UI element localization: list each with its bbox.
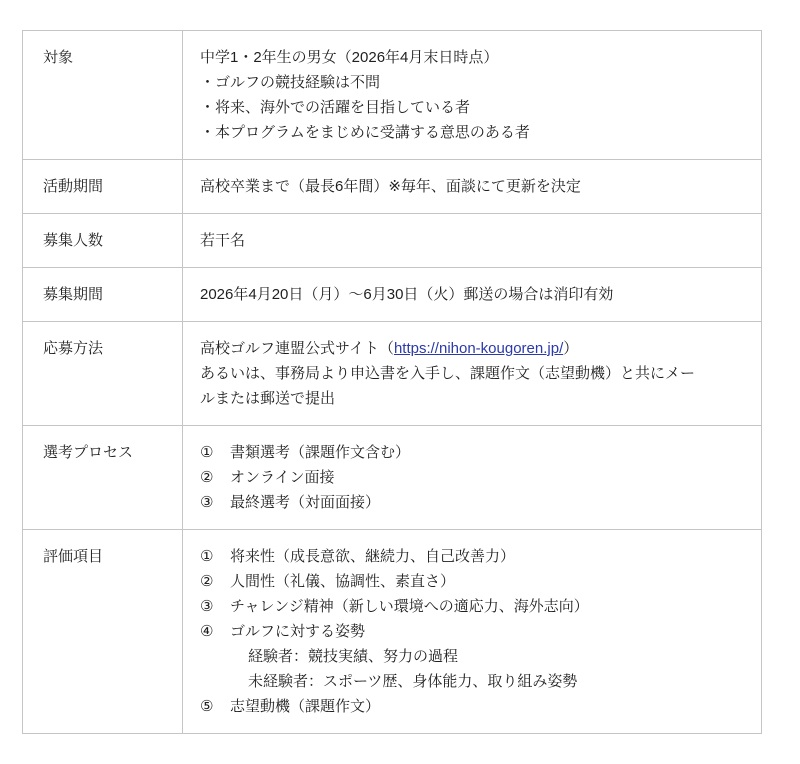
row-content-number-recruited <box>183 214 761 267</box>
item-number: ④ <box>200 623 214 640</box>
item-number: ⑤ <box>200 698 214 715</box>
sub-text-line: 未経験者：スポーツ歴、身体能力、取り組み姿勢 <box>248 673 578 690</box>
row-content-evaluation-items <box>183 530 761 733</box>
row-label-selection-process: 選考プロセス <box>23 426 183 529</box>
row-label-target: 対象 <box>23 31 183 159</box>
row-content-target <box>183 31 761 159</box>
item-number: ② <box>200 573 214 590</box>
text-line-with-link <box>200 336 745 361</box>
text-line: 2026年4月20日（月）～6月30日（火）郵送の場合は消印有効 <box>200 286 614 303</box>
table-row-evaluation-items <box>23 529 761 733</box>
link-suffix-text: ） <box>563 340 579 357</box>
item-number: ③ <box>200 494 214 511</box>
item-text: 書類選考（課題作文含む） <box>230 444 411 461</box>
row-content-selection-process <box>183 426 761 529</box>
table-row-number-recruited <box>23 213 761 267</box>
row-label-evaluation-items: 評価項目 <box>23 530 183 733</box>
table-row-application-period <box>23 267 761 321</box>
item-text: オンライン面接 <box>230 469 335 486</box>
link-prefix-text: 高校ゴルフ連盟公式サイト（ <box>200 340 394 357</box>
item-number: ① <box>200 444 214 461</box>
numbered-item <box>200 465 745 490</box>
row-label-number-recruited: 募集人数 <box>23 214 183 267</box>
numbered-item <box>200 594 745 619</box>
text-line: ルまたは郵送で提出 <box>200 390 336 407</box>
numbered-item <box>200 544 745 569</box>
item-number: ② <box>200 469 214 486</box>
text-line: 高校卒業まで（最長6年間）※毎年、面談にて更新を決定 <box>200 178 581 195</box>
row-label-application-period: 募集期間 <box>23 268 183 321</box>
row-label-activity-period: 活動期間 <box>23 160 183 213</box>
item-text: 志望動機（課題作文） <box>230 698 381 715</box>
item-text: ゴルフに対する姿勢 <box>230 623 366 640</box>
item-text: 人間性（礼儀、協調性、素直さ） <box>230 573 456 590</box>
text-line: ・将来、海外での活躍を目指している者 <box>200 99 471 116</box>
numbered-item <box>200 694 745 719</box>
text-line: ・本プログラムをまじめに受講する意思のある者 <box>200 124 530 141</box>
item-number: ① <box>200 548 214 565</box>
text-line: ・ゴルフの競技経験は不問 <box>200 74 381 91</box>
row-content-application-method <box>183 322 761 425</box>
numbered-item <box>200 490 745 515</box>
item-number: ③ <box>200 598 214 615</box>
row-label-application-method: 応募方法 <box>23 322 183 425</box>
numbered-item <box>200 619 745 644</box>
text-line: あるいは、事務局より申込書を入手し、課題作文（志望動機）と共にメー <box>200 365 696 382</box>
table-row-application-method <box>23 321 761 425</box>
sub-text-line: 経験者：競技実績、努力の過程 <box>248 648 459 665</box>
item-text: 将来性（成長意欲、継続力、自己改善力） <box>230 548 516 565</box>
official-site-link[interactable]: https://nihon-kougoren.jp/ <box>393 340 564 357</box>
text-line: 中学1・2年生の男女（2026年4月末日時点） <box>200 49 499 66</box>
table-row-target <box>23 31 761 159</box>
table-row-activity-period <box>23 159 761 213</box>
row-content-activity-period <box>183 160 761 213</box>
numbered-item <box>200 440 745 465</box>
numbered-item <box>200 569 745 594</box>
item-text: 最終選考（対面面接） <box>230 494 381 511</box>
table-row-selection-process <box>23 425 761 529</box>
row-content-application-period <box>183 268 761 321</box>
item-text: チャレンジ精神（新しい環境への適応力、海外志向） <box>230 598 589 615</box>
text-line: 若干名 <box>200 232 246 249</box>
recruitment-info-table <box>22 30 762 734</box>
